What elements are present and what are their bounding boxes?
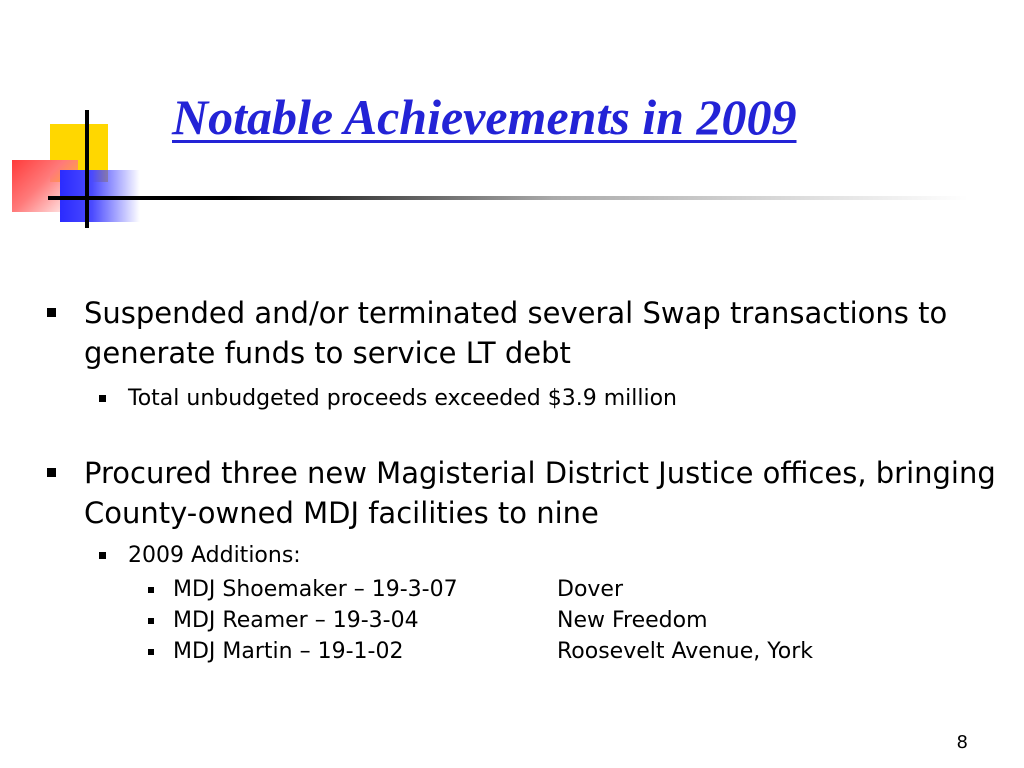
bullet-mdj-offices: Procured three new Magisterial District Justice offices, bringing County-owned MDJ facilities to nine (84, 453, 1014, 533)
addition-item (173, 606, 873, 636)
addition-name: MDJ Reamer – 19-3-04 (173, 608, 419, 633)
addition-name: MDJ Martin – 19-1-02 (173, 639, 404, 664)
slide-title: Notable Achievements in 2009 (172, 89, 797, 145)
bullet-swap-transactions: Suspended and/or terminated several Swap transactions to generate funds to service LT debt (84, 293, 1014, 373)
title-rule (48, 196, 968, 200)
corner-ornament (0, 0, 180, 240)
sub-bullet-additions: 2009 Additions: (128, 541, 301, 571)
page-number: 8 (956, 732, 968, 753)
addition-item (173, 637, 873, 667)
vertical-rule (85, 110, 89, 228)
addition-location: New Freedom (557, 608, 708, 633)
addition-location: Roosevelt Avenue, York (557, 639, 813, 664)
addition-item (173, 575, 873, 605)
addition-name: MDJ Shoemaker – 19-3-07 (173, 577, 458, 602)
sub-bullet-proceeds: Total unbudgeted proceeds exceeded $3.9 million (128, 384, 677, 414)
addition-location: Dover (557, 577, 623, 602)
